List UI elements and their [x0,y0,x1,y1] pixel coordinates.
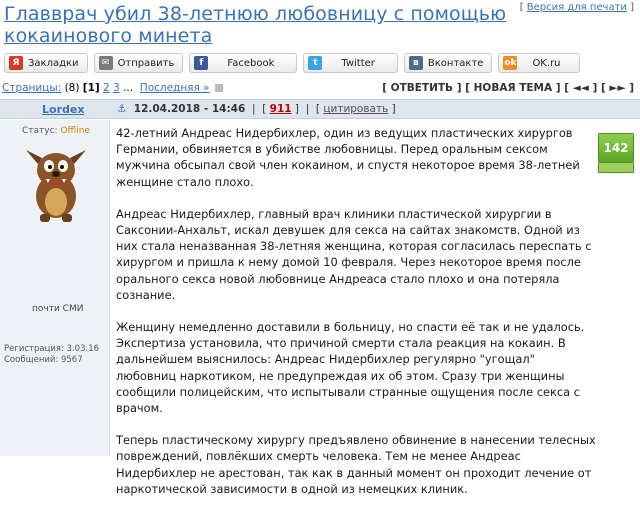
share-label: Twitter [341,57,375,69]
quote-close: ] [391,103,396,115]
share-label: Закладки [28,57,79,69]
share-button-twitter[interactable] [303,53,398,73]
current-page: [1] [82,82,100,94]
pages-ellipsis: ... [123,82,134,94]
print-version: [ Версия для печати ] [519,2,634,13]
rating-vote-bar[interactable] [598,163,634,173]
share-button-vk[interactable] [404,53,493,73]
anchor-icon[interactable]: ⚓ [117,103,127,115]
pages-count: (8) [64,82,80,94]
topic-actions [382,82,634,94]
next-topic-button[interactable]: [ ►► ] [600,82,634,94]
pages-label[interactable]: Страницы: [2,82,62,94]
print-version-link[interactable]: Версия для печати [526,2,627,13]
post-body [116,125,598,513]
registration-date: Регистрация: 3.03.16 [4,344,100,354]
post-paragraph: Андреас Нидербихлер, главный врач клиники пластической хирургии в Саксонии-Анхальт, искал девушек для секса на сайтах знакомств. Одной из них стала неназванная 38-летняя женщина, которая согласилась переспать с хирургом и пришла к нему домой 10 февраля. Через некоторое время после орального секса новой любовнице Андреаса стало плохо и она потеряла сознание. [116,206,592,302]
page-link-2[interactable]: 2 [103,82,110,94]
quote-link[interactable]: цитировать [323,103,389,115]
post-number-open: [ [262,103,267,115]
status-label: Статус: [22,126,58,136]
share-bar [4,53,580,75]
page-title[interactable]: Главврач убил 38-летнюю любовницу с помощью кокаинового минета [4,3,507,47]
send-icon: ✉ [99,56,113,70]
post-header [0,99,640,119]
twitter-icon: t [308,56,322,70]
post-number-close: ] [294,103,300,115]
post-paragraph: Теперь пластическому хирургу предъявлено обвинение в нанесении телесных повреждений, повлёкших смерть человека. Тем не менее Андреас Нидербихлер не арестован, так как в данный момент он проходит лечение от наркотической зависимости в одной из немецких клиник. [116,433,596,496]
quote-open: [ [315,103,321,115]
reply-button[interactable]: [ ОТВЕТИТЬ ] [382,82,462,94]
pagination [2,82,223,94]
share-button-bookmarks[interactable] [4,53,88,73]
facebook-icon: f [194,56,208,70]
share-button-facebook[interactable] [189,53,297,73]
status-value: Offline [60,126,90,136]
share-label: OK.ru [532,57,561,69]
share-label: Вконтакте [427,57,484,69]
share-button-send[interactable] [94,53,184,73]
post-paragraph: 42-летний Андреас Нидербихлер, один из ведущих пластических хирургов Германии, обвиняется в убийстве любовницы. Перед оральным сексом мужчина обсыпал свой член кокаином, и спустя некоторое время 38-летней женщине стало плохо. [116,126,580,189]
odnoklassniki-icon: ok [504,58,517,68]
dropdown-square-icon[interactable] [215,84,223,92]
pager-row [0,81,640,97]
avatar [20,142,92,224]
post-meta: ⚓ 12.04.2018 - 14:46 | [ 911 ] | [ цитировать ] [117,103,396,115]
yandex-icon: Я [9,56,23,70]
post-number[interactable]: 911 [269,103,292,115]
author-name[interactable]: Lordex [42,103,85,116]
message-count: Сообщений: 9567 [4,355,83,365]
share-label: Отправить [117,57,175,69]
author-stats [4,344,99,366]
author-status [22,126,90,136]
prev-topic-button[interactable]: [ ◄◄ ] [564,82,598,94]
rating-badge[interactable]: 142 [598,133,634,163]
author-panel [0,120,110,456]
author-rank: почти СМИ [32,304,84,314]
title-row [0,0,640,50]
vk-icon: в [409,56,423,70]
post-date: 12.04.2018 - 14:46 [133,103,246,115]
share-button-ok[interactable] [498,53,579,73]
new-topic-button[interactable]: [ НОВАЯ ТЕМА ] [465,82,561,94]
last-page-link[interactable]: Последняя » [139,82,210,94]
page-link-3[interactable]: 3 [113,82,120,94]
share-label: Facebook [227,57,275,69]
post-paragraph: Женщину немедленно доставили в больницу, но спасти её так и не удалось. Экспертиза установила, что причиной смерти стала реакция на кокаин. В дальнейшем выяснилось: Андреас Нидербихлер регулярно "угощал" любовниц наркотиком, не предупреждая их об этом. Сразу три женщины сообщили полицейским, что испытывали странные ощущения после секса с врачом. [116,320,585,416]
